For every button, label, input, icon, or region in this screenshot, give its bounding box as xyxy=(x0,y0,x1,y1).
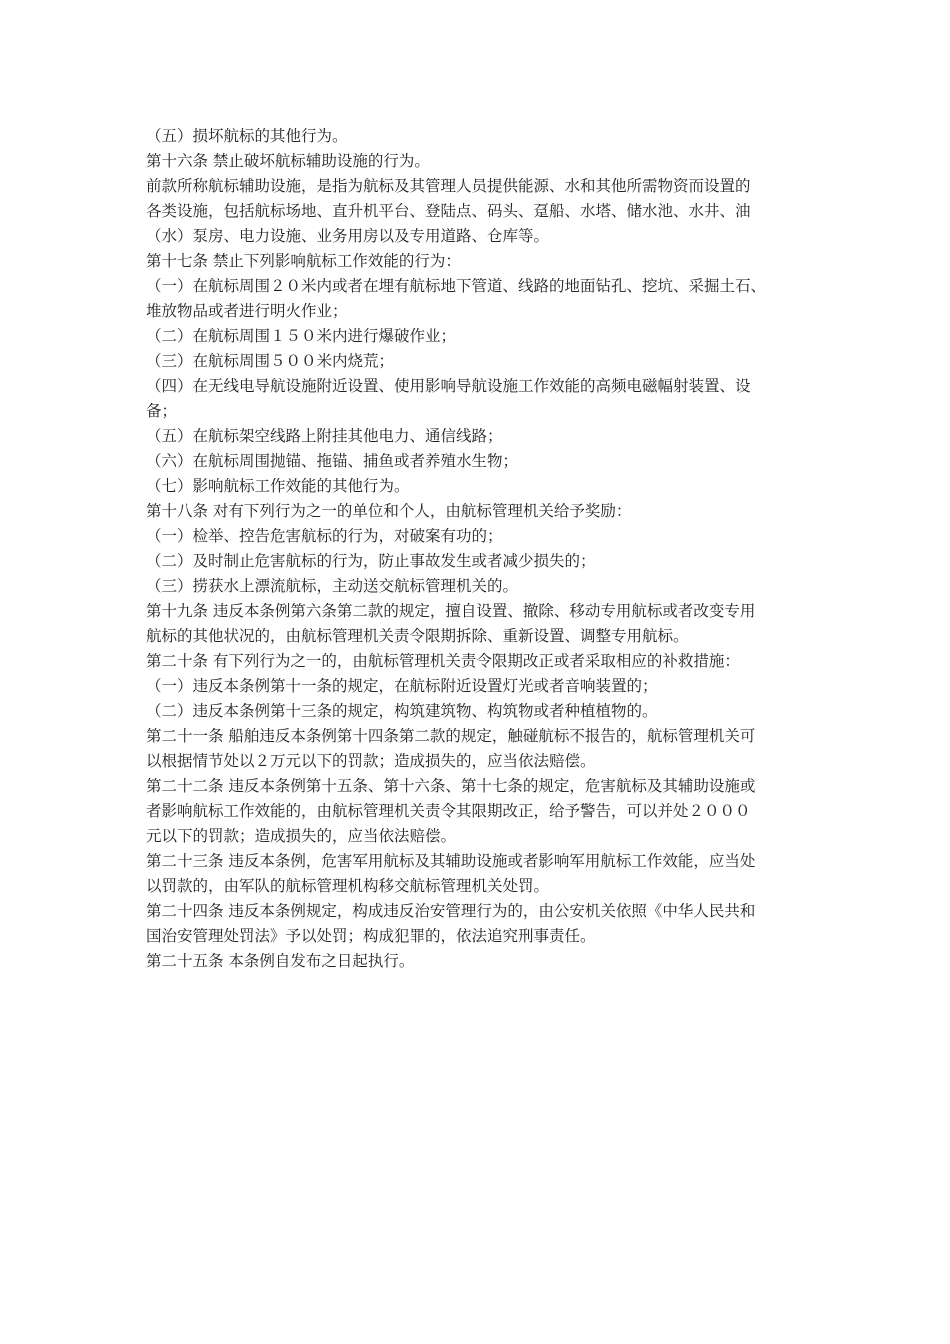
text-line: （六）在航标周围抛锚、拖锚、捕鱼或者养殖水生物； xyxy=(146,452,519,470)
text-line: （二）违反本条例第十三条的规定，构筑建筑物、构筑物或者种植植物的。 xyxy=(146,702,658,720)
text-line: 国治安管理处罚法》予以处罚；构成犯罪的，依法追究刑事责任。 xyxy=(146,927,596,945)
text-line: 元以下的罚款；造成损失的，应当依法赔偿。 xyxy=(146,827,457,845)
article-23-heading: 第二十三条 违反本条例，危害军用航标及其辅助设施或者影响军用航标工作效能，应当处 xyxy=(146,852,756,870)
article-24-heading: 第二十四条 违反本条例规定，构成违反治安管理行为的，由公安机关依照《中华人民共和 xyxy=(146,902,756,920)
text-line: 以根据情节处以２万元以下的罚款；造成损失的，应当依法赔偿。 xyxy=(146,752,596,770)
text-line: （五）损坏航标的其他行为。 xyxy=(146,127,348,145)
text-line: 各类设施，包括航标场地、直升机平台、登陆点、码头、趸船、水塔、储水池、水井、油 xyxy=(146,202,751,220)
document-body xyxy=(146,124,810,974)
text-line: （二）及时制止危害航标的行为，防止事故发生或者减少损失的； xyxy=(146,552,596,570)
text-line: 者影响航标工作效能的，由航标管理机关责令其限期改正，给予警告，可以并处２０００ xyxy=(146,802,751,820)
text-line: （七）影响航标工作效能的其他行为。 xyxy=(146,477,410,495)
text-line: （三）在航标周围５００米内烧荒； xyxy=(146,352,395,370)
text-line: （五）在航标架空线路上附挂其他电力、通信线路； xyxy=(146,427,503,445)
text-line: 备； xyxy=(146,402,178,420)
article-17-heading: 第十七条 禁止下列影响航标工作效能的行为： xyxy=(146,252,461,270)
text-line: （一）违反本条例第十一条的规定，在航标附近设置灯光或者音响装置的； xyxy=(146,677,658,695)
text-line: 堆放物品或者进行明火作业； xyxy=(146,302,348,320)
article-16-heading: 第十六条 禁止破坏航标辅助设施的行为。 xyxy=(146,152,430,170)
text-line: 前款所称航标辅助设施，是指为航标及其管理人员提供能源、水和其他所需物资而设置的 xyxy=(146,177,751,195)
article-19-heading: 第十九条 违反本条例第六条第二款的规定，擅自设置、撤除、移动专用航标或者改变专用 xyxy=(146,602,756,620)
article-18-heading: 第十八条 对有下列行为之一的单位和个人，由航标管理机关给予奖励： xyxy=(146,502,632,520)
article-21-heading: 第二十一条 船舶违反本条例第十四条第二款的规定，触碰航标不报告的，航标管理机关可 xyxy=(146,727,756,745)
text-line: （一）在航标周围２０米内或者在埋有航标地下管道、线路的地面钻孔、挖坑、采掘土石、 xyxy=(146,277,767,295)
text-line: 航标的其他状况的，由航标管理机关责令限期拆除、重新设置、调整专用航标。 xyxy=(146,627,689,645)
article-22-heading: 第二十二条 违反本条例第十五条、第十六条、第十七条的规定，危害航标及其辅助设施或 xyxy=(146,777,756,795)
text-line: 以罚款的，由军队的航标管理机构移交航标管理机关处罚。 xyxy=(146,877,550,895)
text-line: （四）在无线电导航设施附近设置、使用影响导航设施工作效能的高频电磁幅射装置、设 xyxy=(146,377,751,395)
text-line: （二）在航标周围１５０米内进行爆破作业； xyxy=(146,327,457,345)
text-line: （一）检举、控告危害航标的行为，对破案有功的； xyxy=(146,527,503,545)
article-20-heading: 第二十条 有下列行为之一的，由航标管理机关责令限期改正或者采取相应的补救措施： xyxy=(146,652,740,670)
article-25-heading: 第二十五条 本条例自发布之日起执行。 xyxy=(146,952,415,970)
text-line: （水）泵房、电力设施、业务用房以及专用道路、仓库等。 xyxy=(146,227,550,245)
text-line: （三）捞获水上漂流航标，主动送交航标管理机关的。 xyxy=(146,577,519,595)
